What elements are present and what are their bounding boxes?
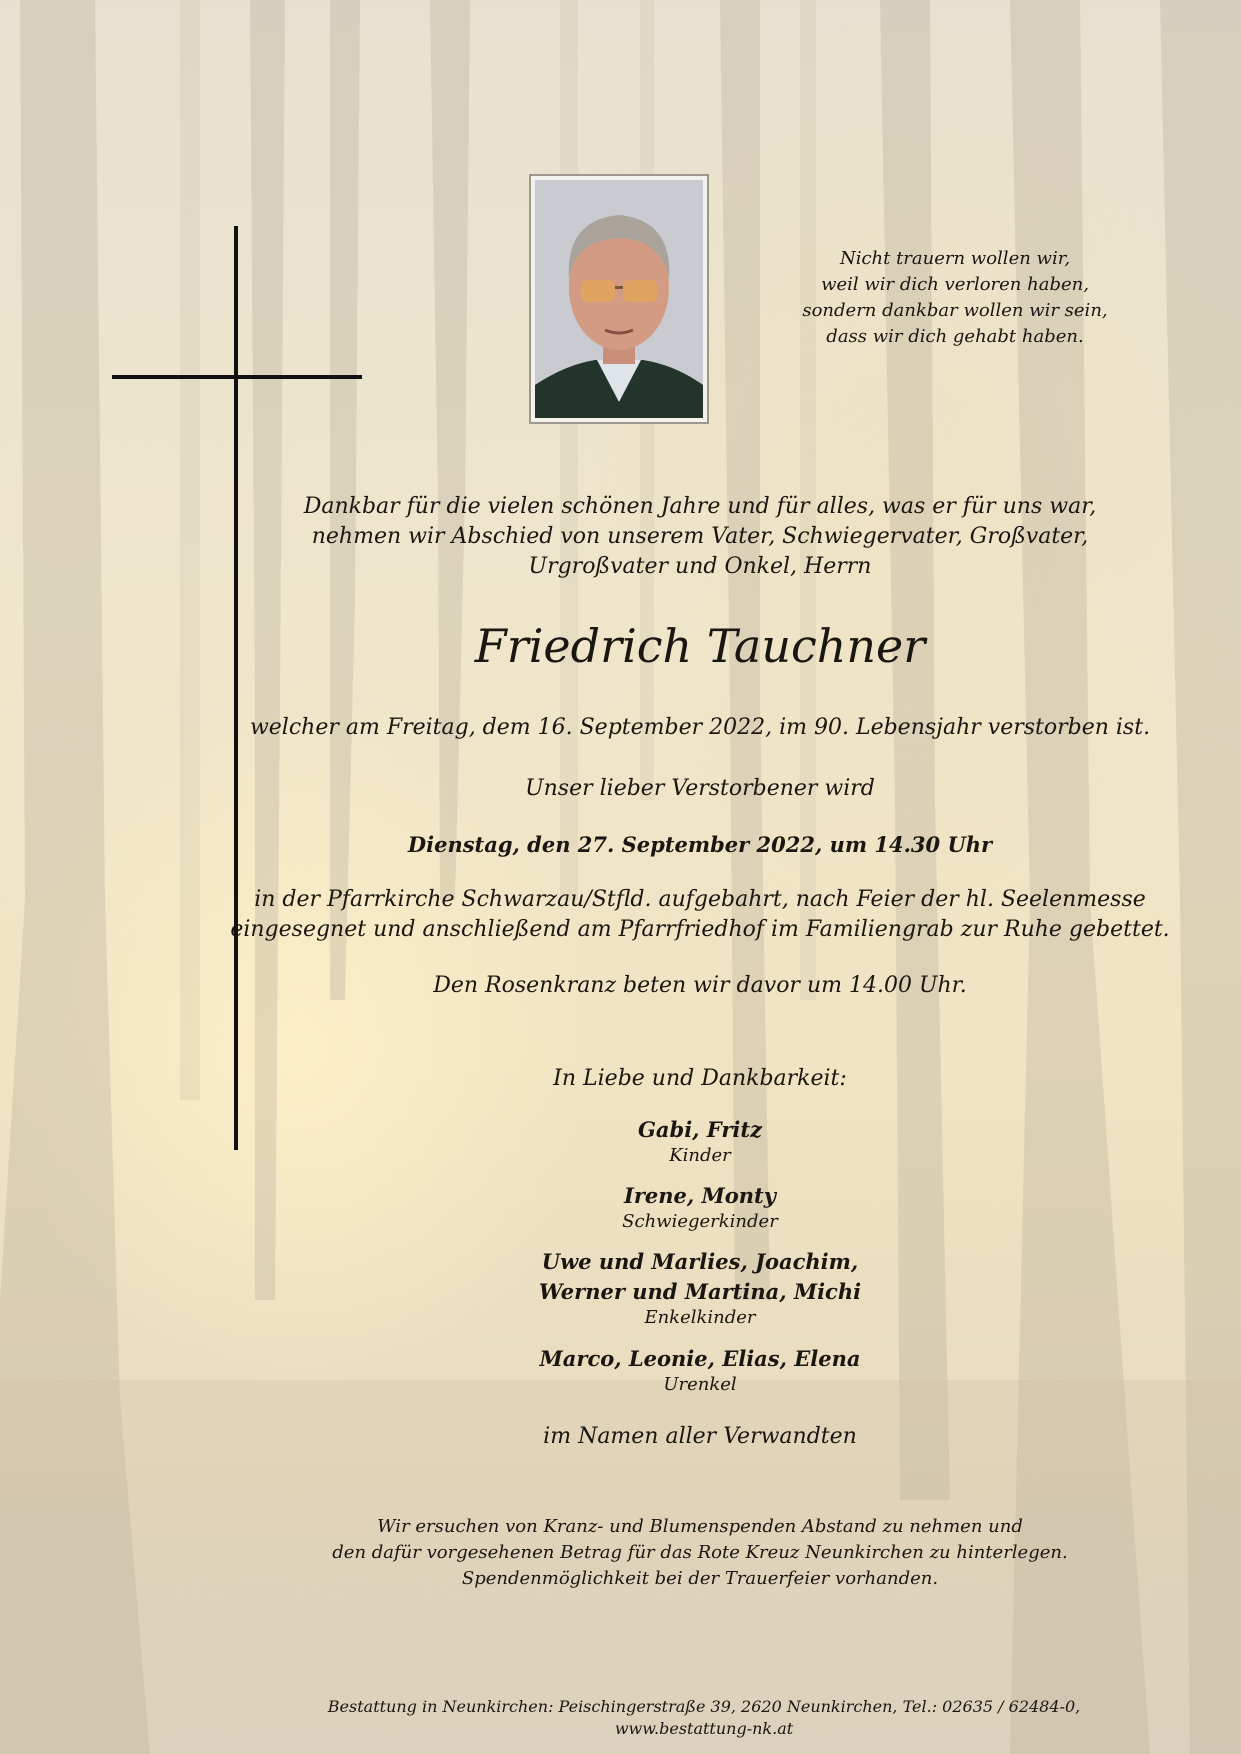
donation-line: Wir ersuchen von Kranz- und Blumenspenden Abstand zu nehmen und (377, 1516, 1023, 1537)
mourner-names: Gabi, Fritz (637, 1117, 763, 1142)
quote-line: dass wir dich gehabt haben. (826, 326, 1084, 347)
quote-line: weil wir dich verloren haben, (821, 274, 1089, 295)
quote-line: Nicht trauern wollen wir, (839, 248, 1071, 269)
mourner-relation: Schwiegerkinder (622, 1211, 778, 1232)
funeral-date: Dienstag, den 27. September 2022, um 14.30 Uhr (407, 832, 993, 857)
relatives-line: im Namen aller Verwandten (543, 1424, 857, 1449)
ceremony-line: in der Pfarrkirche Schwarzau/Stfld. aufgebahrt, nach Feier der hl. Seelenmesse (254, 887, 1146, 912)
mourner-names: Marco, Leonie, Elias, Elena (539, 1346, 861, 1371)
cross-horizontal (112, 375, 362, 379)
mourner-group (100, 1115, 1241, 1167)
intro-line: Urgroßvater und Onkel, Herrn (528, 554, 872, 579)
death-line: welcher am Freitag, dem 16. September 2022, im 90. Lebensjahr verstorben ist. (249, 715, 1151, 740)
mourner-group (100, 1247, 1241, 1329)
portrait-photo (535, 180, 703, 418)
intro-text (100, 492, 1241, 582)
intro-line: Dankbar für die vielen schönen Jahre und für alles, was er für uns war, (303, 494, 1097, 519)
mourner-relation: Urenkel (663, 1374, 737, 1395)
mourner-names: Werner und Martina, Michi (538, 1279, 862, 1304)
cross-vertical (234, 226, 238, 1150)
mourner-group (100, 1344, 1241, 1396)
ceremony-text (100, 885, 1241, 945)
mourner-relation: Enkelkinder (644, 1307, 756, 1328)
mourner-names: Uwe und Marlies, Joachim, (541, 1249, 859, 1274)
quote (800, 246, 1110, 350)
donation-text (100, 1514, 1241, 1592)
deceased-name: Friedrich Tauchner (474, 619, 926, 673)
intro-line: nehmen wir Abschied von unserem Vater, Schwiegervater, Großvater, (311, 524, 1089, 549)
love-line: In Liebe und Dankbarkeit: (553, 1066, 847, 1091)
quote-line: sondern dankbar wollen wir sein, (802, 300, 1108, 321)
rosary-line: Den Rosenkranz beten wir davor um 14.00 Uhr. (433, 973, 967, 998)
ceremony-line: eingesegnet und anschließend am Pfarrfriedhof im Familiengrab zur Ruhe gebettet. (230, 917, 1170, 942)
donation-line: den dafür vorgesehenen Betrag für das Rote Kreuz Neunkirchen zu hinterlegen. (332, 1542, 1068, 1563)
mourner-relation: Kinder (669, 1145, 731, 1166)
mourner-names: Irene, Monty (624, 1183, 776, 1208)
deceased-will-line: Unser lieber Verstorbener wird (525, 776, 875, 801)
footer-address: Bestattung in Neunkirchen: Peischingerstraße 39, 2620 Neunkirchen, Tel.: 02635 / 62484-0, www.bestattung-nk.at (327, 1697, 1081, 1738)
donation-line: Spendenmöglichkeit bei der Trauerfeier vorhanden. (461, 1568, 939, 1589)
mourner-group (100, 1181, 1241, 1233)
portrait-frame (529, 174, 709, 424)
